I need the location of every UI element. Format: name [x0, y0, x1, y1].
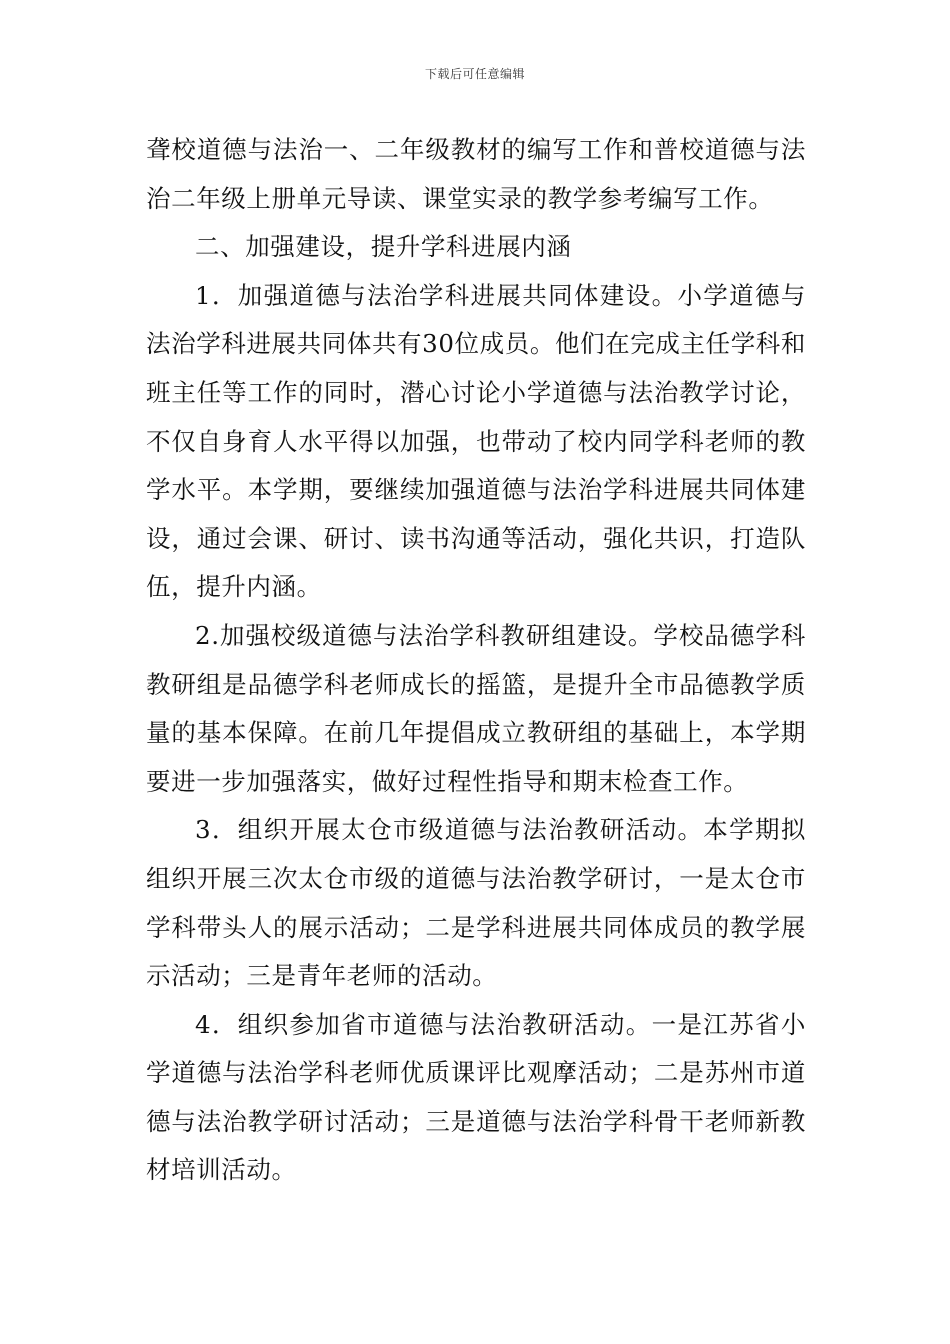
paragraph-item-1: 1．加强道德与法治学科进展共同体建设。小学道德与法治学科进展共同体共有30位成员。他们在完成主任学科和班主任等工作的同时，潜心讨论小学道德与法治教学讨论，不仅自身育人水平得以加强，也带动了校内同学科老师的教学水平。本学期，要继续加强道德与法治学科进展共同体建设，通过会课、研讨、读书沟通等活动，强化共识，打造队伍，提升内涵。 — [146, 280, 806, 602]
page-header-note: 下载后可任意编辑 — [424, 67, 525, 81]
document-body — [146, 126, 806, 1195]
paragraph-item-4: 4．组织参加省市道德与法治教研活动。一是江苏省小学道德与法治学科老师优质课评比观摩活动；二是苏州市道德与法治教学研讨活动；三是道德与法治学科骨干老师新教材培训活动。 — [146, 1009, 806, 1185]
paragraph-item-3: 3．组织开展太仓市级道德与法治教研活动。本学期拟组织开展三次太仓市级的道德与法治教学研讨，一是太仓市学科带头人的展示活动；二是学科进展共同体成员的教学展示活动；三是青年老师的活动。 — [146, 815, 806, 991]
paragraph-item-2: 2.加强校级道德与法治学科教研组建设。学校品德学科教研组是品德学科老师成长的摇篮，是提升全市品德教学质量的基本保障。在前几年提倡成立教研组的基础上，本学期要进一步加强落实，做好过程性指导和期末检查工作。 — [146, 620, 806, 796]
paragraph-continued: 聋校道德与法治一、二年级教材的编写工作和普校道德与法治二年级上册单元导读、课堂实录的教学参考编写工作。 — [146, 135, 806, 213]
section-heading: 二、加强建设，提升学科进展内涵 — [195, 232, 572, 262]
